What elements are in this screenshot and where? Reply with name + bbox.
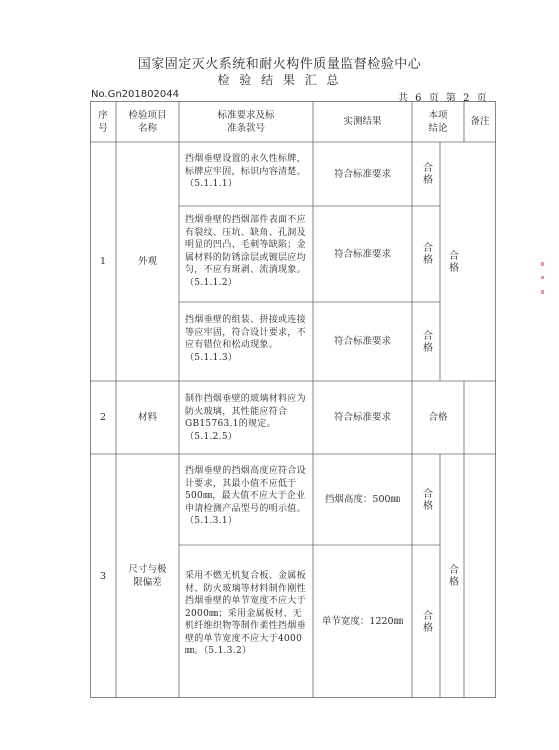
result-1-3: 符合标准要求 (333, 336, 391, 347)
requirement-3-1: 挡烟垂壁的挡烟高度应符合设计要求，其最小值不应低于500㎜，最大值不应大于企业申请检测产品型号的明示值。（5.1.3.1） (185, 466, 306, 526)
requirement-3-2: 采用不燃无机复合板、金属板材、防火玻璃等材料制作刚性挡烟垂壁的单节宽度不应大于2000㎜；采用金属板材、无机纤维织物等制作柔性挡烟垂壁的单节宽度不应大于4000㎜。（5.1.3.2） (185, 571, 306, 656)
seq-1: 1 (99, 256, 107, 267)
item-1: 外观 (137, 256, 157, 267)
requirement-2-1: 制作挡烟垂壁的玻璃材料应为防火玻璃，其性能应符合GB15763.1的规定。（5.1.2.5） (185, 394, 306, 442)
conclusion-1-1: 合格 (420, 162, 432, 186)
header-result: 实测结果 (343, 116, 382, 127)
header-remark: 备注 (470, 116, 490, 127)
item-2: 材料 (137, 412, 157, 423)
seq-3: 3 (99, 570, 107, 582)
page-indicator: 共 6 页 第 2 页 (398, 93, 487, 104)
result-1-1: 符合标准要求 (333, 168, 391, 180)
header-seq: 序号 (98, 109, 108, 134)
header-conclusion: 本项结论 (428, 109, 448, 134)
group-conclusion-1: 合格 (446, 249, 458, 274)
conclusion-3-1: 合格 (420, 487, 432, 512)
conclusion-1-2: 合格 (420, 242, 432, 266)
conclusion-1-3: 合格 (420, 329, 432, 354)
seq-2: 2 (99, 412, 107, 423)
result-3-2: 单节宽度：1220㎜ (321, 616, 404, 627)
results-table (90, 101, 496, 698)
group-conclusion-3: 合格 (446, 564, 458, 588)
result-1-2: 符合标准要求 (333, 248, 391, 260)
requirement-1-3: 挡烟垂壁的组装、拼接或连接等应牢固，符合设计要求，不应有错位和松动现象。（5.1.1.3） (185, 315, 306, 363)
item-3: 尺寸与极限偏差 (128, 564, 167, 588)
conclusion-2: 合格 (428, 412, 448, 423)
document-subtitle: 检 验 结 果 汇 总 (217, 73, 342, 87)
seal-mark (541, 262, 544, 266)
header-item: 检验项目名称 (128, 109, 167, 134)
document-title: 国家固定灭火系统和耐火构件质量监督检验中心 (137, 57, 422, 72)
result-3-1: 挡烟高度：500㎜ (324, 494, 401, 505)
report-number: No.Gn201802044 (91, 89, 179, 100)
result-2-1: 符合标准要求 (333, 412, 391, 423)
header-standard: 标准要求及标准条款号 (217, 109, 275, 134)
conclusion-3-2: 合格 (420, 609, 432, 634)
seal-mark (541, 290, 544, 294)
requirement-1-2: 挡烟垂壁的挡烟部件表面不应有裂纹、压坑、缺角、孔洞及明显的凹凸、毛刺等缺陷；金属材料的防锈涂层或镀层应均匀，不应有斑剥、流淌现象。（5.1.1.2） (185, 215, 306, 288)
seal-mark (541, 276, 544, 279)
requirement-1-1: 挡烟垂壁设置的永久性标牌，标牌应牢固，标识内容清楚。（5.1.1.1） (185, 154, 306, 189)
